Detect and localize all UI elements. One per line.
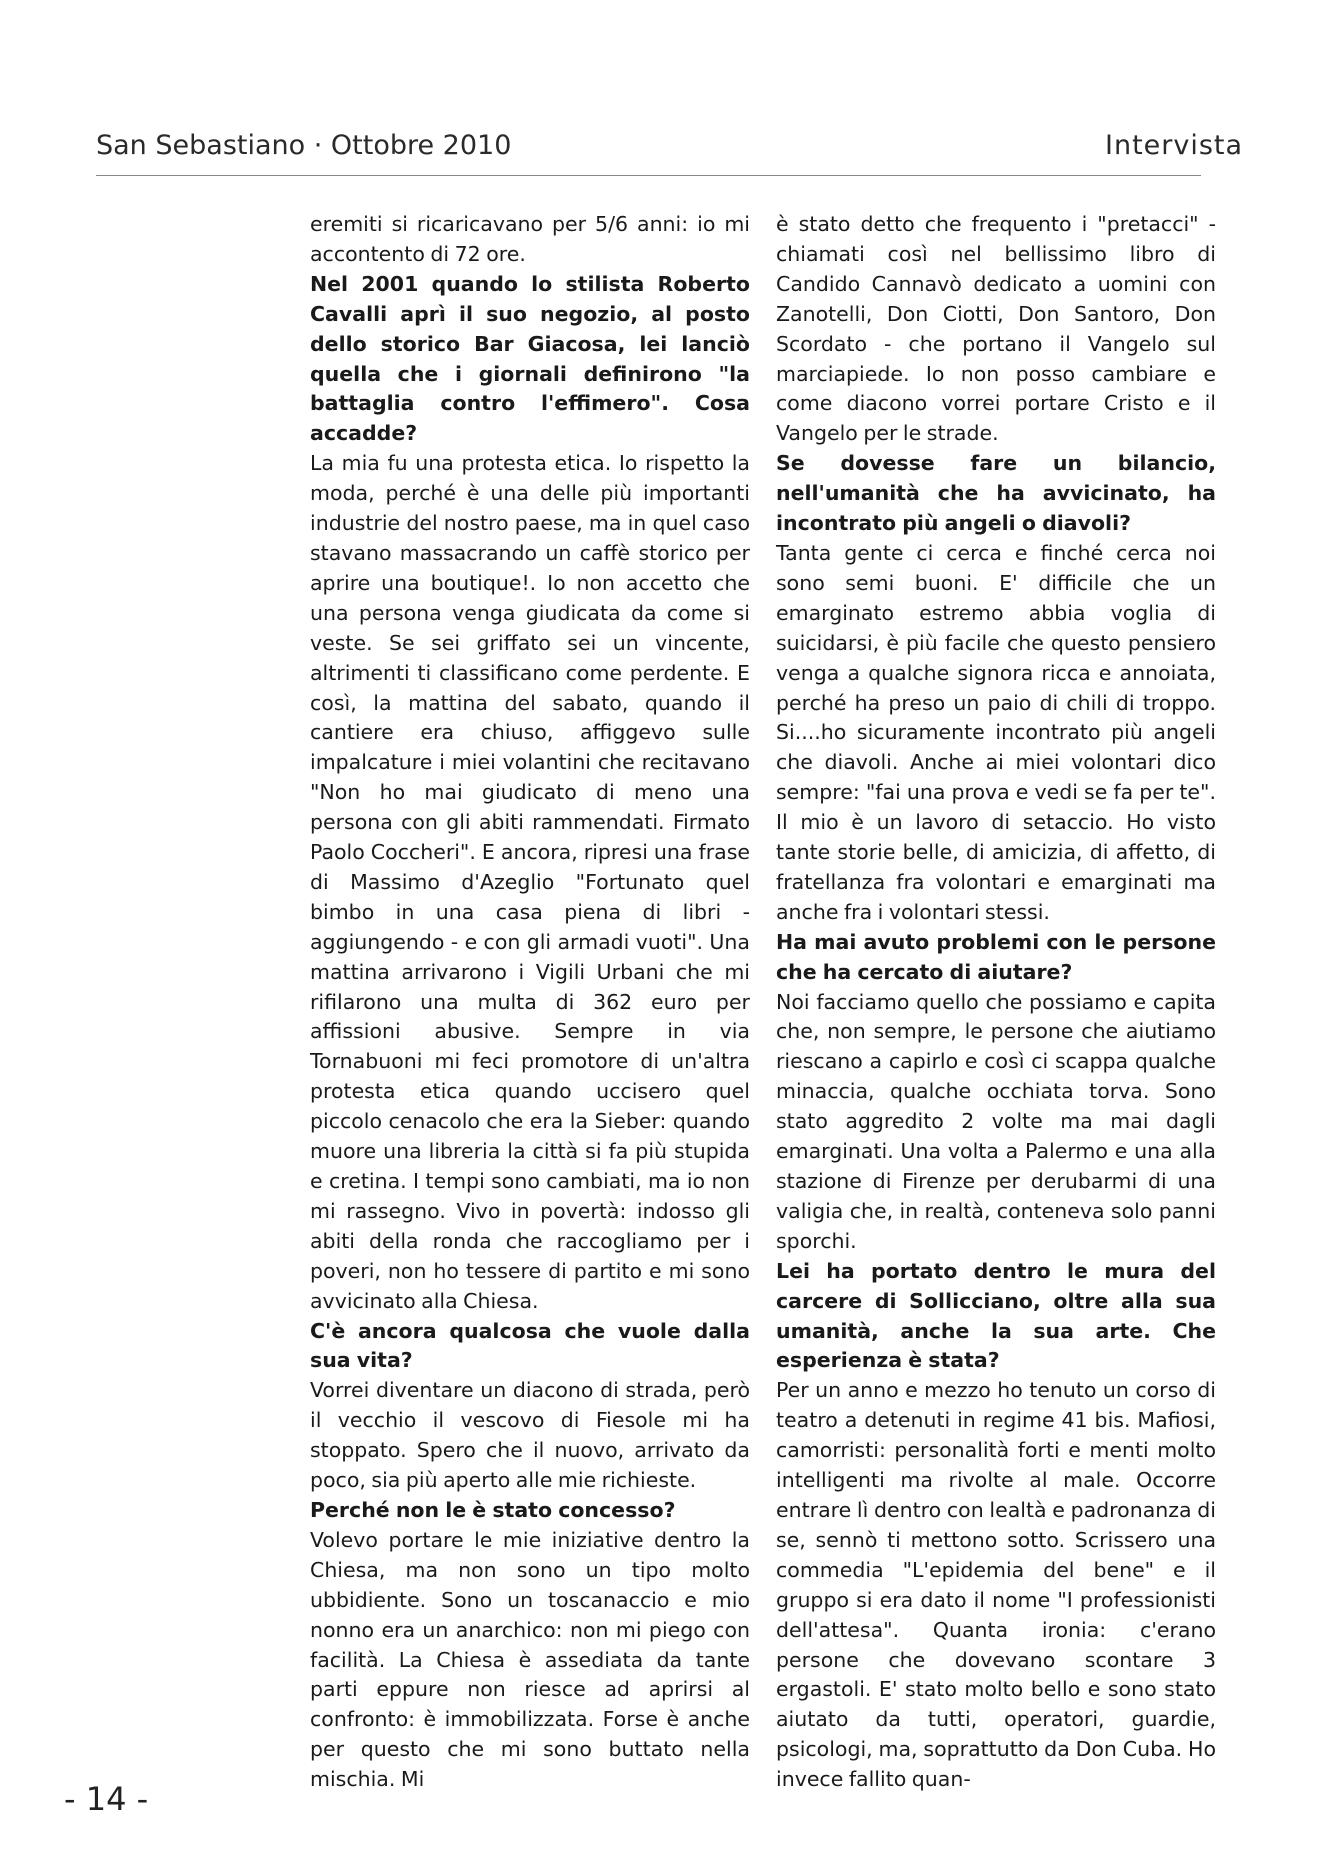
question-paragraph: Nel 2001 quando lo stilista Roberto Cavalli aprì il suo negozio, al posto dello storico Bar Giacosa, lei lanciò quella che i giornali definirono "la battaglia contro l'effimero". Cosa accadde? [310, 271, 750, 446]
question-paragraph: Lei ha portato dentro le mura del carcere di Sollicciano, oltre alla sua umanità, anche la sua arte. Che esperienza è stata? [776, 1258, 1216, 1373]
answer-paragraph: Vorrei diventare un diacono di strada, però il vecchio il vescovo di Fiesole mi ha stoppato. Spero che il nuovo, arrivato da poco, sia più aperto alle mie richieste. [310, 1378, 750, 1493]
header-rule [96, 175, 1201, 176]
answer-paragraph: eremiti si ricaricavano per 5/6 anni: io mi accontento di 72 ore. [310, 212, 750, 266]
answer-paragraph: La mia fu una protesta etica. Io rispetto la moda, perché è una delle più importanti industrie del nostro paese, ma in quel caso stavano massacrando un caffè storico per aprire una boutique!. Io non accetto che una persona venga giudicata da come si veste. Se sei griffato sei un vincente, altrimenti ti classificano come perdente. E così, la mattina del sabato, quando il cantiere era chiuso, affiggevo sulle impalcature i miei volantini che recitavano "Non ho mai giudicato di meno una persona con gli abiti rammendati. Firmato Paolo Coccheri". E ancora, ripresi una frase di Massimo d'Azeglio "Fortunato quel bimbo in una casa piena di libri - aggiungendo - e con gli armadi vuoti". Una mattina arrivarono i Vigili Urbani che mi rifilarono una multa di 362 euro per affissioni abusive. Sempre in via Tornabuoni mi feci promotore di un'altra protesta etica quando uccisero quel piccolo cenacolo che era la Sieber: quando muore una libreria la città si fa più stupida e cretina. I tempi sono cambiati, ma io non mi rassegno. Vivo in povertà: indosso gli abiti della ronda che raccogliamo per i poveri, non ho tessere di partito e mi sono avvicinato alla Chiesa. [310, 451, 750, 1313]
question-paragraph: Se dovesse fare un bilancio, nell'umanità che ha avvicinato, ha incontrato più angeli o diavoli? [776, 451, 1216, 536]
answer-paragraph: Noi facciamo quello che possiamo e capita che, non sempre, le persone che aiutiamo riescano a capirlo e così ci scappa qualche minaccia, qualche occhiata torva. Sono stato aggredito 2 volte ma mai dagli emarginati. Una volta a Palermo e una alla stazione di Firenze per derubarmi di una valigia che, in realtà, conteneva solo panni sporchi. [776, 989, 1216, 1253]
running-header-title: San Sebastiano · Ottobre 2010 [96, 130, 512, 161]
answer-paragraph: è stato detto che frequento i "pretacci" - chiamati così nel bellissimo libro di Candido Cannavò dedicato a uomini con Zanotelli, Don Ciotti, Don Santoro, Don Scordato - che portano il Vangelo sul marciapiede. Io non posso cambiare e come diacono vorrei portare Cristo e il Vangelo per le strade. [776, 212, 1216, 446]
text-column-right [776, 210, 1216, 1795]
running-header-section: Intervista [1105, 130, 1244, 161]
text-column-left [310, 210, 750, 1795]
answer-paragraph: Tanta gente ci cerca e finché cerca noi sono semi buoni. E' difficile che un emarginato estremo abbia voglia di suicidarsi, è più facile che questo pensiero venga a qualche signora ricca e annoiata, perché ha preso un paio di chili di troppo. Si....ho sicuramente incontrato più angeli che diavoli. Anche ai miei volontari dico sempre: "fai una prova e vedi se fa per te". Il mio è un lavoro di setaccio. Ho visto tante storie belle, di amicizia, di affetto, di fratellanza fra volontari e emarginati ma anche fra i volontari stessi. [776, 540, 1216, 924]
answer-paragraph: Volevo portare le mie iniziative dentro la Chiesa, ma non sono un tipo molto ubbidiente. Sono un toscanaccio e mio nonno era un anarchico: non mi piego con facilità. La Chiesa è assediata da tante parti eppure non riesce ad aprirsi al confronto: è immobilizzata. Forse è anche per questo che mi sono buttato nella mischia. Mi [310, 1527, 750, 1792]
question-paragraph: Ha mai avuto problemi con le persone che ha cercato di aiutare? [776, 929, 1216, 984]
answer-paragraph: Per un anno e mezzo ho tenuto un corso di teatro a detenuti in regime 41 bis. Mafiosi, camorristi: personalità forti e menti molto intelligenti ma rivolte al male. Occorre entrare lì dentro con lealtà e padronanza di se, sennò ti mettono sotto. Scrissero una commedia "L'epidemia del bene" e il gruppo si era dato il nome "I professionisti dell'attesa". Quanta ironia: c'erano persone che dovevano scontare 3 ergastoli. E' stato molto bello e sono stato aiutato da tutti, operatori, guardie, psicologi, ma, soprattutto da Don Cuba. Ho invece fallito quan- [776, 1378, 1216, 1792]
question-paragraph: Perché non le è stato concesso? [310, 1497, 676, 1522]
page-number: - 14 - [64, 1780, 149, 1818]
question-paragraph: C'è ancora qualcosa che vuole dalla sua vita? [310, 1318, 750, 1373]
